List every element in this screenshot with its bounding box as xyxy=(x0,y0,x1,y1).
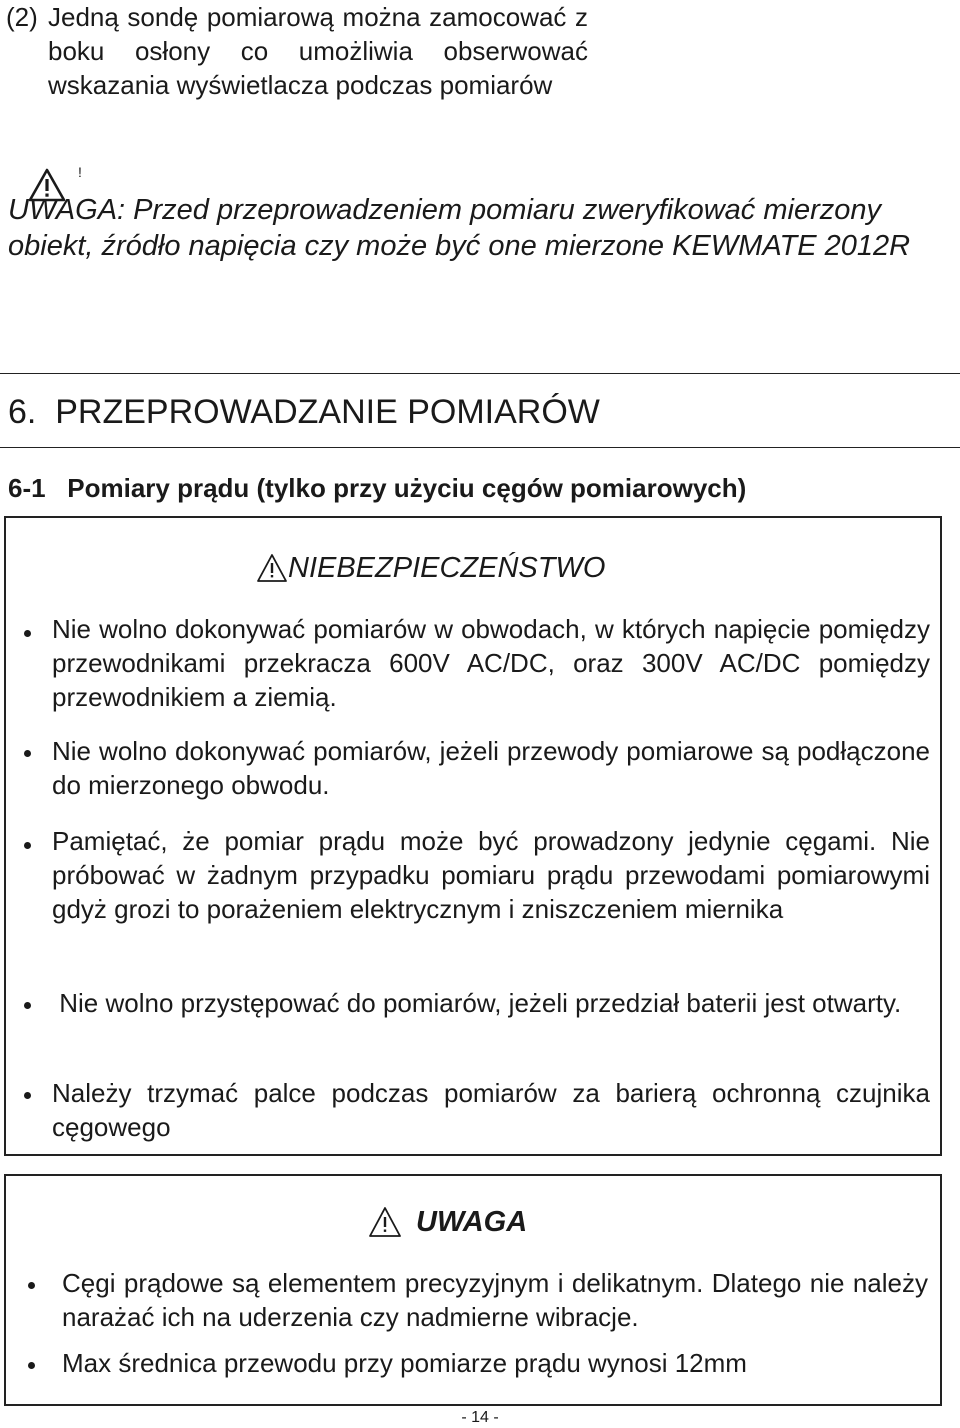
danger-heading xyxy=(256,550,605,586)
intro-paragraph: Jedną sondę pomiarową można zamocować z boku osłony co umożliwia obserwować wskazania wyświetlacza podczas pomiarów xyxy=(48,2,588,100)
danger-item-text: Należy trzymać palce podczas pomiarów za barierą ochronną czujnika cęgowego xyxy=(52,1078,930,1142)
section-divider-top xyxy=(0,373,960,374)
warning-icon xyxy=(256,553,288,583)
subsection-title: 6-1 Pomiary prądu (tylko przy użyciu cęgów pomiarowych) xyxy=(8,473,747,503)
bullet-icon xyxy=(24,630,31,637)
danger-item-text: Pamiętać, że pomiar prądu może być prowadzony jedynie cęgami. Nie próbować w żadnym przypadku pomiaru prądu przewodami pomiarowymi gdyż grozi to porażeniem elektrycznym i zniszczeniem miernika xyxy=(52,826,930,924)
danger-box xyxy=(4,516,942,1156)
bullet-icon xyxy=(28,1282,35,1289)
danger-item-text: Nie wolno dokonywać pomiarów w obwodach, w których napięcie pomiędzy przewodnikami przekracza 600V AC/DC, oraz 300V AC/DC pomiędzy przewodnikiem a ziemią. xyxy=(52,614,930,712)
bullet-icon xyxy=(24,1092,31,1099)
list-number: (2) xyxy=(6,2,38,32)
caution-item-text: Cęgi prądowe są elementem precyzyjnym i delikatnym. Dlatego nie należy narażać ich na uderzenia czy nadmierne wibracje. xyxy=(62,1268,928,1332)
danger-item-text: Nie wolno dokonywać pomiarów, jeżeli przewody pomiarowe są podłączone do mierzonego obwodu. xyxy=(52,736,930,800)
section-title: 6. PRZEPROWADZANIE POMIARÓW xyxy=(8,393,600,431)
caution-title: UWAGA xyxy=(416,1206,528,1238)
bullet-icon xyxy=(28,1362,35,1369)
warning-text: UWAGA: Przed przeprowadzeniem pomiaru zweryfikować mierzony obiekt, źródło napięcia czy może być one mierzone KEWMATE 2012R xyxy=(8,194,911,262)
danger-item-text: Nie wolno przystępować do pomiarów, jeżeli przedział baterii jest otwarty. xyxy=(52,988,902,1018)
caution-item-text: Max średnica przewodu przy pomiarze prądu wynosi 12mm xyxy=(62,1348,747,1378)
caution-heading xyxy=(368,1204,527,1240)
caution-box xyxy=(4,1174,942,1406)
warning-mark: ! xyxy=(78,164,82,180)
page-number: - 14 - xyxy=(461,1409,499,1426)
warning-icon xyxy=(368,1206,402,1238)
section-divider-bottom xyxy=(0,447,960,448)
bullet-icon xyxy=(24,1002,31,1009)
danger-title: NIEBEZPIECZEŃSTWO xyxy=(288,552,606,584)
bullet-icon xyxy=(24,842,31,849)
bullet-icon xyxy=(24,750,31,757)
